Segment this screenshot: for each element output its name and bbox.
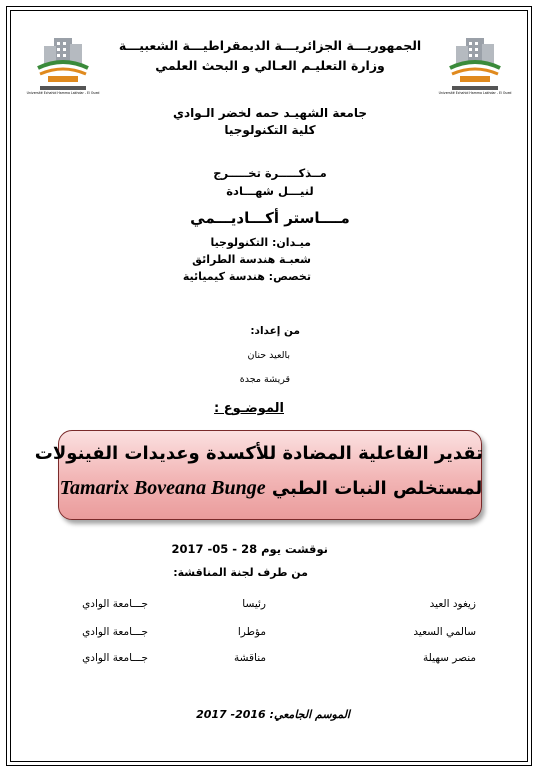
specialty-label: تخصص: هندسة كيميائية <box>182 270 311 283</box>
jury-member-name: زيغود العيد <box>429 598 476 610</box>
republic-title: الجمهوريـــة الجزائريـــة الديمقراطيـــة الشعبيـــة <box>118 38 422 53</box>
jury-member-name: منصر سهيلة <box>423 652 476 664</box>
jury-member-affiliation: جـــامعة الوادي <box>82 598 148 610</box>
subject-box <box>34 430 483 520</box>
subject-label: الموضـوع : <box>214 401 284 416</box>
subject-line-2-arabic: لمستخلص النبات الطبي <box>271 478 483 499</box>
degree-title: مــــاستر أكـــاديـــمي <box>190 209 350 227</box>
subject-line-2 <box>59 477 483 500</box>
branch-label: شعبـة هندسة الطرائق <box>192 253 311 266</box>
svg-text:Université Echahid Hamma Lakhd: Université Echahid Hamma Lakhdar - El Oued <box>438 91 512 95</box>
svg-text:Université Echahid Hamma Lakhd: Université Echahid Hamma Lakhdar - El Oued <box>26 91 100 95</box>
subject-line-1: تقدير الفاعلية المضادة للأكسدة وعديدات الفينولات <box>34 443 483 464</box>
author-name-2: قريشة مجدة <box>239 374 290 385</box>
authors-label: من إعداد: <box>250 325 300 337</box>
faculty-name: كلية التكنولوجيا <box>224 123 316 137</box>
subject-latin-name: Tamarix Boveana Bunge <box>59 477 266 499</box>
academic-season: الموسم الجامعي: 2016- 2017 <box>196 708 350 721</box>
defense-date: نوقشت يوم 28 - 05- 2017 <box>171 542 328 556</box>
jury-member-affiliation: جـــامعة الوادي <box>82 626 148 638</box>
author-name-1: بالعيد حنان <box>247 350 290 361</box>
jury-member-role: رئيسا <box>242 598 266 610</box>
jury-label: من طرف لجنة المناقشة: <box>173 566 308 579</box>
jury-member-name: سالمي السعيد <box>413 626 476 638</box>
jury-member-affiliation: جـــامعة الوادي <box>82 652 148 664</box>
thesis-type: مــذكـــــرة تخـــــرج <box>213 166 327 180</box>
thesis-purpose: لنيـــل شهـــادة <box>226 184 314 198</box>
university-name: جامعة الشهيـد حمه لخضر الـوادي <box>173 106 367 120</box>
jury-member-role: مؤطرا <box>237 626 266 638</box>
ministry-title: وزارة التعليـم العـالي و البحث العلمي <box>155 58 385 73</box>
field-label: ميـدان: التكنولوجيا <box>210 236 311 249</box>
jury-member-role: مناقشة <box>233 652 266 664</box>
